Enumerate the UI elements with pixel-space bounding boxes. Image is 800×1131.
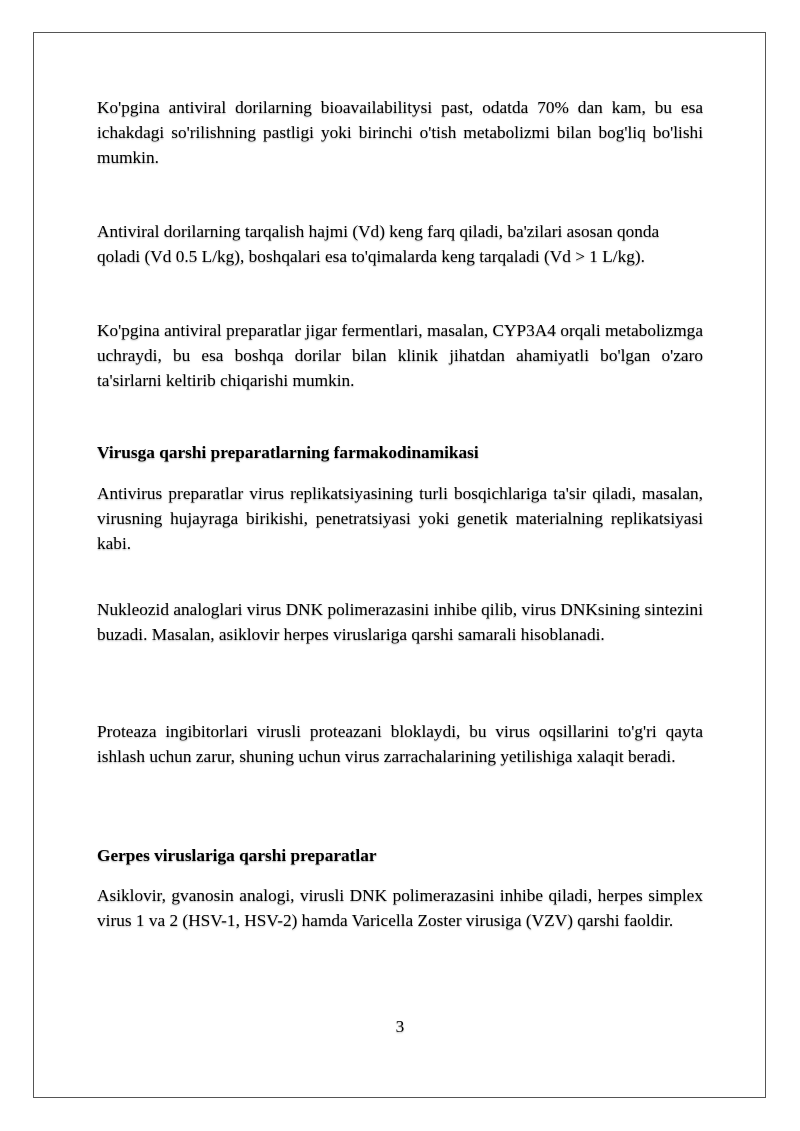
paragraph-bioavailability: Ko'pgina antiviral dorilarning bioavailabilitysi past, odatda 70% dan kam, bu esa ichakdagi so'rilishning pastligi yoki birinchi o'tish metabolizmi bilan bog'liq bo'lishi mumkin. [97,98,703,167]
paragraph-metabolism: Ko'pgina antiviral preparatlar jigar fermentlari, masalan, CYP3A4 orqali metabolizmga uchraydi, bu esa boshqa dorilar bilan klinik jihatdan ahamiyatli bo'lgan o'zaro ta'sirlarni keltirib chiqarishi mumkin. [97,321,703,390]
heading-herpes-drugs: Gerpes viruslariga qarshi preparatlar [97,846,377,865]
paragraph-protease-inhibitors: Proteaza ingibitorlari virusli proteazani bloklaydi, bu virus oqsillarini to'g'ri qayta ishlash uchun zarur, shuning uchun virus zarrachalarining yetilishiga xalaqit beradi. [97,722,703,766]
paragraph-distribution-volume: Antiviral dorilarning tarqalish hajmi (Vd) keng farq qiladi, ba'zilari asosan qonda qoladi (Vd 0.5 L/kg), boshqalari esa to'qimalarda keng tarqaladi (Vd > 1 L/kg). [97,222,660,266]
page-frame [33,32,766,1098]
page-number: 3 [395,1017,405,1036]
paragraph-acyclovir: Asiklovir, gvanosin analogi, virusli DNK polimerazasini inhibe qiladi, herpes simplex virus 1 va 2 (HSV-1, HSV-2) hamda Varicella Zoster virusiga (VZV) qarshi faoldir. [97,886,703,930]
heading-pharmacodynamics: Virusga qarshi preparatlarning farmakodinamikasi [97,443,479,462]
paragraph-nucleoside-analogs: Nukleozid analoglari virus DNK polimerazasini inhibe qilib, virus DNKsining sintezini buzadi. Masalan, asiklovir herpes viruslariga qarshi samarali hisoblanadi. [97,600,703,644]
paragraph-replication-stages: Antivirus preparatlar virus replikatsiyasining turli bosqichlariga ta'sir qiladi, masalan, virusning hujayraga birikishi, penetratsiyasi yoki genetik materialning replikatsiyasi kabi. [97,484,703,553]
